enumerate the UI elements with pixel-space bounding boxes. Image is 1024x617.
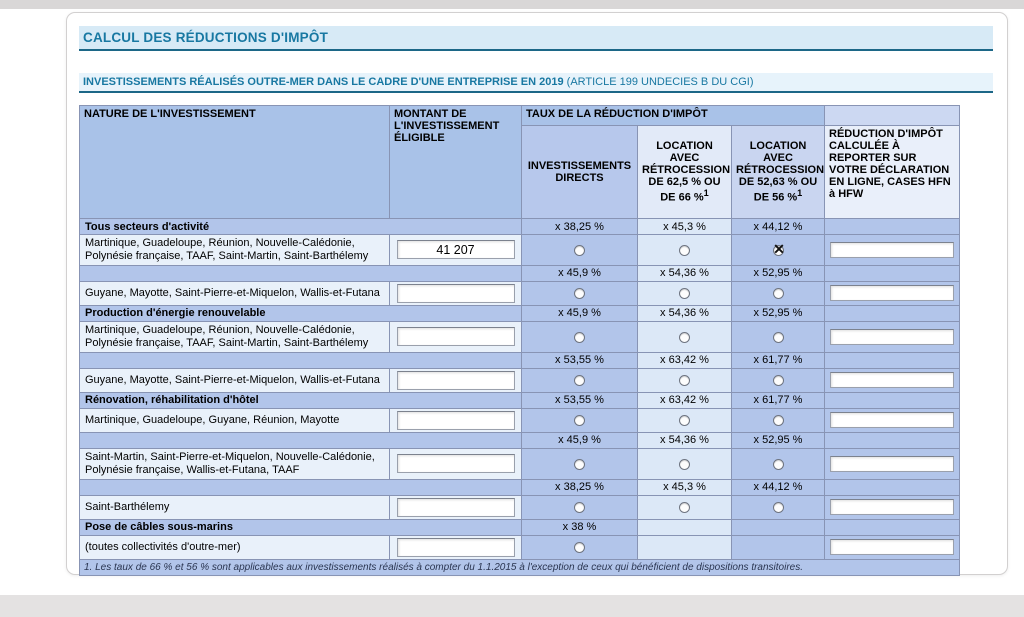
amount-input[interactable] — [397, 284, 515, 303]
result-input[interactable] — [830, 456, 954, 472]
amount-input[interactable] — [397, 454, 515, 473]
amount-input[interactable] — [397, 538, 515, 557]
radio-cell — [732, 535, 825, 559]
radio-cell — [732, 368, 825, 392]
header-montant: MONTANT DE L'INVESTISSEMENT ÉLIGIBLE — [390, 106, 522, 219]
rates-row — [80, 219, 960, 235]
header-location-62 — [638, 126, 732, 219]
radio-unchecked[interactable] — [574, 375, 585, 386]
rates-row — [80, 432, 960, 448]
radio-unchecked[interactable] — [679, 502, 690, 513]
section-label: Rénovation, réhabilitation d'hôtel — [80, 392, 522, 408]
radio-cell — [638, 235, 732, 266]
radio-unchecked[interactable] — [679, 245, 690, 256]
result-input[interactable] — [830, 329, 954, 345]
section-label — [80, 432, 522, 448]
entry-row — [80, 321, 960, 352]
rate-value: x 54,36 % — [638, 305, 732, 321]
radio-cell — [522, 495, 638, 519]
territory-label: Guyane, Mayotte, Saint-Pierre-et-Miquelon, Wallis-et-Futana — [80, 281, 390, 305]
form-panel — [66, 12, 1008, 575]
rate-empty-cell — [825, 392, 960, 408]
section-subtitle — [79, 73, 993, 93]
radio-unchecked[interactable] — [679, 415, 690, 426]
result-input[interactable] — [830, 285, 954, 301]
section-label — [80, 352, 522, 368]
rate-empty-cell — [825, 219, 960, 235]
radio-cell — [732, 235, 825, 266]
rate-value: x 54,36 % — [638, 265, 732, 281]
rate-value: x 45,9 % — [522, 305, 638, 321]
radio-unchecked[interactable] — [773, 375, 784, 386]
result-input[interactable] — [830, 242, 954, 258]
radio-unchecked[interactable] — [574, 288, 585, 299]
territory-label: Guyane, Mayotte, Saint-Pierre-et-Miquelon, Wallis-et-Futana — [80, 368, 390, 392]
radio-cell — [522, 408, 638, 432]
header-reduction-calculee: RÉDUCTION D'IMPÔT CALCULÉE À REPORTER SUR VOTRE DÉCLARATION EN LIGNE, CASES HFN à HFW — [825, 126, 960, 219]
radio-unchecked[interactable] — [574, 332, 585, 343]
table-footnote: 1. Les taux de 66 % et 56 % sont applicables aux investissements réalisés à compter du 1.1.2015 à l'exception de ceux qui bénéficient de dispositions transitoires. — [80, 559, 960, 575]
rate-empty-cell — [825, 305, 960, 321]
territory-label: Saint-Barthélemy — [80, 495, 390, 519]
rate-value: x 54,36 % — [638, 432, 732, 448]
rate-value: x 63,42 % — [638, 352, 732, 368]
amount-input[interactable] — [397, 411, 515, 430]
radio-cell — [522, 448, 638, 479]
rate-value: x 44,12 % — [732, 219, 825, 235]
rates-row — [80, 519, 960, 535]
rates-row — [80, 352, 960, 368]
rate-empty-cell — [825, 479, 960, 495]
header-row-top — [80, 106, 960, 126]
rate-value: x 38,25 % — [522, 219, 638, 235]
result-input[interactable] — [830, 499, 954, 515]
table-body — [80, 219, 960, 560]
entry-row — [80, 448, 960, 479]
amount-cell — [390, 235, 522, 266]
entry-row — [80, 235, 960, 266]
header-empty-cell — [825, 106, 960, 126]
entry-row — [80, 408, 960, 432]
radio-unchecked[interactable] — [773, 415, 784, 426]
radio-cell — [638, 321, 732, 352]
territory-label: Martinique, Guadeloupe, Réunion, Nouvelle-Calédonie, Polynésie française, TAAF, Saint-Martin, Saint-Barthélemy — [80, 235, 390, 266]
radio-cell — [732, 281, 825, 305]
radio-cell — [522, 535, 638, 559]
radio-unchecked[interactable] — [574, 542, 585, 553]
footnote-row — [80, 559, 960, 575]
radio-cell — [638, 448, 732, 479]
radio-unchecked[interactable] — [679, 459, 690, 470]
radio-unchecked[interactable] — [574, 459, 585, 470]
footnote-marker-sup: 1 — [797, 188, 803, 199]
result-cell — [825, 368, 960, 392]
section-label: Pose de câbles sous-marins — [80, 519, 522, 535]
footnote-marker-sup: 1 — [703, 188, 709, 199]
radio-checked-x-icon[interactable] — [773, 245, 784, 256]
amount-cell — [390, 281, 522, 305]
rate-value: x 52,95 % — [732, 265, 825, 281]
page-top-strip — [0, 0, 1024, 9]
amount-cell — [390, 408, 522, 432]
radio-cell — [732, 408, 825, 432]
radio-cell — [522, 321, 638, 352]
rate-value: x 61,77 % — [732, 352, 825, 368]
amount-input[interactable] — [397, 498, 515, 517]
radio-unchecked[interactable] — [773, 288, 784, 299]
radio-cell — [638, 495, 732, 519]
rate-value: x 38 % — [522, 519, 638, 535]
subtitle-main: INVESTISSEMENTS RÉALISÉS OUTRE-MER DANS LE CADRE D'UNE ENTREPRISE EN 2019 — [83, 76, 564, 88]
radio-cell — [522, 281, 638, 305]
rates-row — [80, 479, 960, 495]
header-location-52-label: LOCATION AVEC RÉTROCESSION DE 52,63 % OU DE 56 % — [736, 140, 825, 204]
section-label — [80, 479, 522, 495]
result-cell — [825, 535, 960, 559]
rates-row — [80, 392, 960, 408]
radio-cell — [732, 495, 825, 519]
radio-unchecked[interactable] — [574, 245, 585, 256]
page-title: CALCUL DES RÉDUCTIONS D'IMPÔT — [79, 26, 993, 51]
amount-cell — [390, 495, 522, 519]
rate-value: x 61,77 % — [732, 392, 825, 408]
radio-unchecked[interactable] — [773, 459, 784, 470]
radio-unchecked[interactable] — [773, 502, 784, 513]
radio-cell — [732, 448, 825, 479]
result-cell — [825, 281, 960, 305]
section-label — [80, 265, 522, 281]
radio-unchecked[interactable] — [679, 375, 690, 386]
result-input[interactable] — [830, 372, 954, 388]
header-location-52 — [732, 126, 825, 219]
entry-row — [80, 495, 960, 519]
radio-unchecked[interactable] — [679, 332, 690, 343]
rates-row — [80, 265, 960, 281]
territory-label: Martinique, Guadeloupe, Guyane, Réunion, Mayotte — [80, 408, 390, 432]
amount-cell — [390, 448, 522, 479]
rate-value: x 63,42 % — [638, 392, 732, 408]
page-bottom-strip — [0, 595, 1024, 617]
territory-label: Saint-Martin, Saint-Pierre-et-Miquelon, Nouvelle-Calédonie, Polynésie française, Wallis-et-Futana, TAAF — [80, 448, 390, 479]
rate-value: x 45,3 % — [638, 479, 732, 495]
rate-value: x 38,25 % — [522, 479, 638, 495]
rates-row — [80, 305, 960, 321]
amount-input[interactable] — [397, 240, 515, 259]
result-cell — [825, 408, 960, 432]
territory-label: (toutes collectivités d'outre-mer) — [80, 535, 390, 559]
amount-cell — [390, 535, 522, 559]
rate-value: x 44,12 % — [732, 479, 825, 495]
amount-input[interactable] — [397, 371, 515, 390]
radio-cell — [638, 535, 732, 559]
radio-cell — [638, 368, 732, 392]
rate-value: x 45,9 % — [522, 265, 638, 281]
rate-value — [732, 519, 825, 535]
amount-input[interactable] — [397, 327, 515, 346]
result-cell — [825, 321, 960, 352]
result-input[interactable] — [830, 412, 954, 428]
radio-unchecked[interactable] — [574, 415, 585, 426]
rate-value: x 45,3 % — [638, 219, 732, 235]
rate-empty-cell — [825, 352, 960, 368]
amount-cell — [390, 321, 522, 352]
header-investissements-directs: INVESTISSEMENTS DIRECTS — [522, 126, 638, 219]
entry-row — [80, 535, 960, 559]
result-cell — [825, 448, 960, 479]
result-cell — [825, 495, 960, 519]
rate-value: x 53,55 % — [522, 392, 638, 408]
rate-empty-cell — [825, 265, 960, 281]
radio-unchecked[interactable] — [574, 502, 585, 513]
rate-value: x 53,55 % — [522, 352, 638, 368]
rate-empty-cell — [825, 432, 960, 448]
section-label: Tous secteurs d'activité — [80, 219, 522, 235]
entry-row — [80, 281, 960, 305]
territory-label: Martinique, Guadeloupe, Réunion, Nouvelle-Calédonie, Polynésie française, TAAF, Saint-Martin, Saint-Barthélemy — [80, 321, 390, 352]
tax-reduction-table — [79, 105, 960, 576]
rate-value: x 45,9 % — [522, 432, 638, 448]
result-cell — [825, 235, 960, 266]
section-label: Production d'énergie renouvelable — [80, 305, 522, 321]
entry-row — [80, 368, 960, 392]
rate-value — [638, 519, 732, 535]
subtitle-note: (ARTICLE 199 UNDECIES B DU CGI) — [563, 76, 754, 88]
radio-unchecked[interactable] — [773, 332, 784, 343]
header-nature: NATURE DE L'INVESTISSEMENT — [80, 106, 390, 219]
radio-cell — [522, 235, 638, 266]
radio-cell — [638, 408, 732, 432]
header-location-62-label: LOCATION AVEC RÉTROCESSION DE 62,5 % OU DE 66 % — [642, 140, 731, 204]
rate-value: x 52,95 % — [732, 432, 825, 448]
rate-empty-cell — [825, 519, 960, 535]
radio-unchecked[interactable] — [679, 288, 690, 299]
radio-cell — [522, 368, 638, 392]
radio-cell — [638, 281, 732, 305]
header-taux-group: TAUX DE LA RÉDUCTION D'IMPÔT — [522, 106, 825, 126]
result-input[interactable] — [830, 539, 954, 555]
rate-value: x 52,95 % — [732, 305, 825, 321]
radio-cell — [732, 321, 825, 352]
amount-cell — [390, 368, 522, 392]
